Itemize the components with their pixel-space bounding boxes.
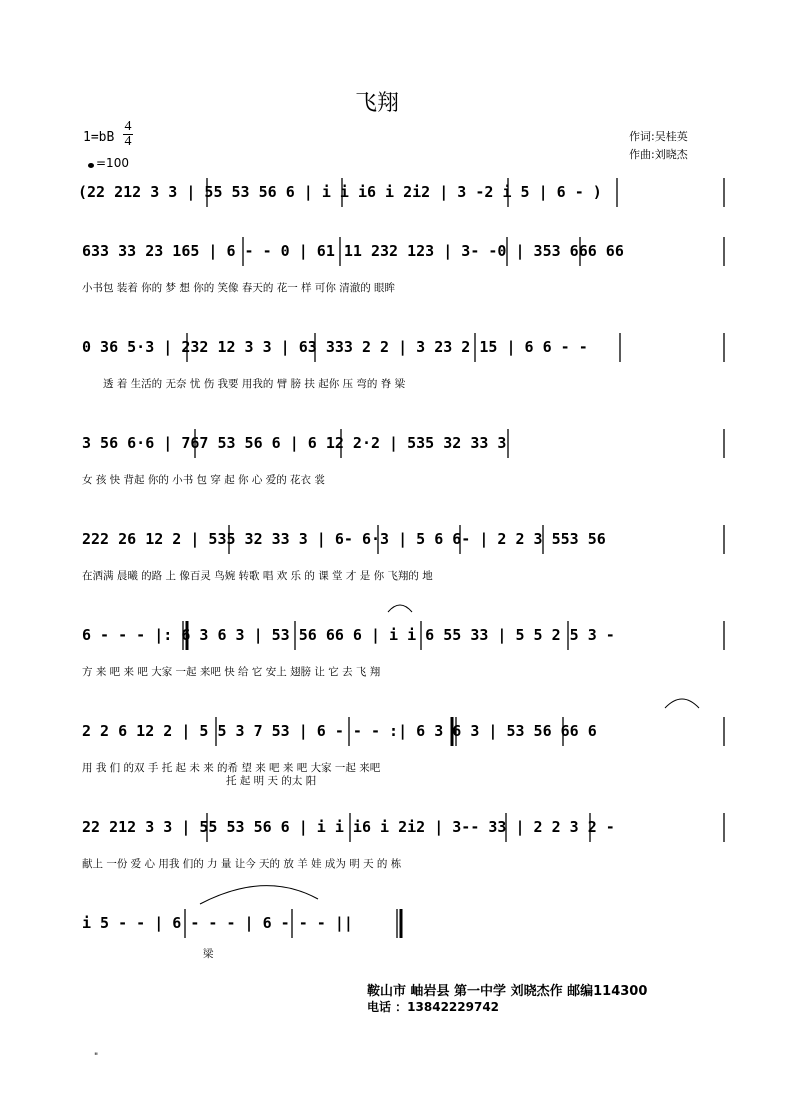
lyrics-row-7: 用 我 们 的双 手 托 起 未 来 的希 望 来 吧 来 吧 大家 一起 来吧 bbox=[82, 762, 381, 774]
page-title: 飞翔 bbox=[355, 91, 400, 116]
lyrics-row-9: 梁 bbox=[203, 948, 214, 960]
lyrics-row-6: 方 来 吧 来 吧 大家 一起 来吧 快 给 它 安上 翅膀 让 它 去 飞 翔 bbox=[82, 666, 381, 678]
meter-bottom: 4 bbox=[124, 134, 132, 149]
lyrics-row-3: 透 着 生活的 无奈 忧 伤 我要 用我的 臂 膀 扶 起你 压 弯的 脊 梁 bbox=[103, 378, 406, 390]
author-phone: 电话 ：13842229742 bbox=[367, 1000, 500, 1014]
notation-row-6: 6 - - - |: 6 3 6 3 | 53 56 66 6 | i i 6 55 33 | 5 5 2 5 3 - bbox=[82, 626, 615, 644]
lyricist-credit: 作词:吴桂英 bbox=[629, 130, 688, 143]
notation-row-4: 3 56 6·6 | 767 53 56 6 | 6 12 2·2 | 535 32 33 3 bbox=[82, 434, 507, 452]
lyrics-row-7-second-verse: 托 起 明 天 的太 阳 bbox=[226, 775, 317, 787]
notation-row-5: 222 26 12 2 | 535 32 33 3 | 6- 6·3 | 5 6 6- | 2 2 3 553 56 bbox=[82, 530, 606, 548]
composer-credit: 作曲:刘晓杰 bbox=[629, 148, 688, 161]
notation-row-9: i 5 - - | 6 - - - | 6 - - - || bbox=[82, 914, 353, 932]
meter-top: 4 bbox=[124, 119, 132, 134]
author-address: 鞍山市 岫岩县 第一中学 刘晓杰作 邮编114300 bbox=[367, 984, 648, 999]
notation-row-1: (22 212 3 3 | 55 53 56 6 | i i i6 i 2i2 | 3 -2 i 5 | 6 - ) bbox=[78, 183, 602, 201]
lyrics-row-8: 献上 一份 爱 心 用我 们的 力 量 让今 天的 放 羊 娃 成为 明 天 的 栋 bbox=[82, 858, 402, 870]
notation-row-3: 0 36 5·3 | 232 12 3 3 | 63 333 2 2 | 3 23 2 15 | 6 6 - - bbox=[82, 338, 588, 356]
notation-row-2: 633 33 23 165 | 6 - - 0 | 61 11 232 123 | 3- -0 | 353 666 66 bbox=[82, 242, 624, 260]
lyrics-row-4: 女 孩 快 背起 你的 小书 包 穿 起 你 心 爱的 花衣 裳 bbox=[82, 474, 325, 486]
corner-mark: " bbox=[94, 1052, 99, 1062]
lyrics-row-5: 在洒满 晨曦 的路 上 像百灵 鸟婉 转歌 唱 欢 乐 的 课 堂 才 是 你 飞翔的 地 bbox=[82, 570, 433, 582]
tempo-value: =100 bbox=[96, 156, 129, 170]
notation-row-8: 22 212 3 3 | 55 53 56 6 | i i i6 i 2i2 | 3-- 33 | 2 2 3 2 - bbox=[82, 818, 615, 836]
notation-row-7: 2 2 6 12 2 | 5 5 3 7 53 | 6 - - - :| 6 3 6 3 | 53 56 66 6 bbox=[82, 722, 597, 740]
key-signature: 1=bB bbox=[83, 130, 115, 145]
lyrics-row-2: 小书包 装着 你的 梦 想 你的 笑像 春天的 花一 样 可你 清澈的 眼眸 bbox=[82, 282, 396, 294]
